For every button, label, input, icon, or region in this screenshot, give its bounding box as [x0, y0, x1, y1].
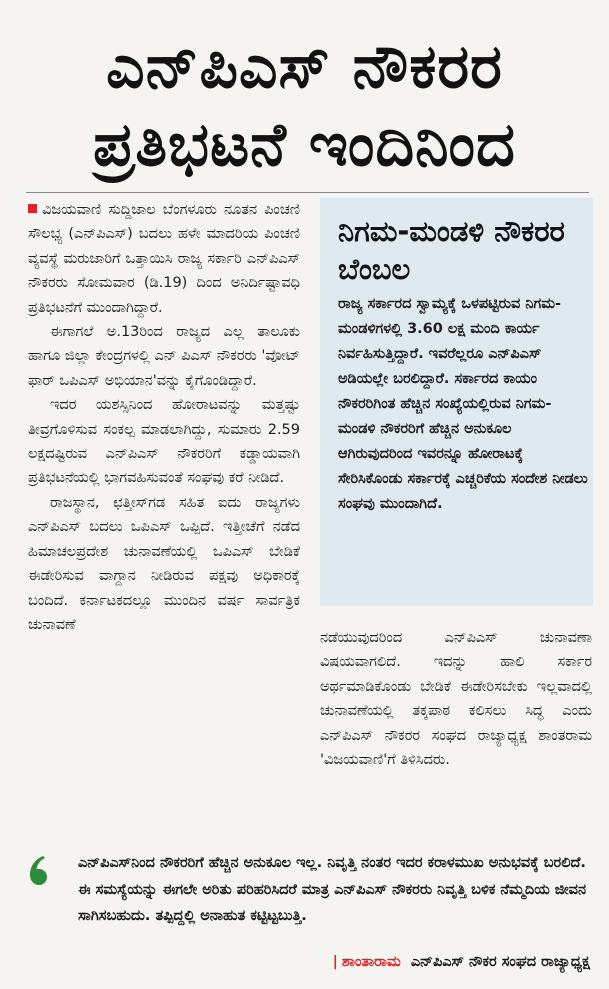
pull-quote — [26, 846, 596, 983]
article-paragraph: ಈಗಾಗಲೆ ಅ.13ರಿಂದ ರಾಜ್ಯದ ಎಲ್ಲ ತಾಲೂಕು ಹಾಗೂ ಜಿಲ್ಲಾ ಕೇಂದ್ರಗಳಲ್ಲಿ ಎನ್ ಪಿಎಸ್ ನೌಕರರು 'ವೋಟ್ ಫಾರ್ ಒಪಿಎಸ್ ಅಭಿಯಾನ'ವನ್ನು ಕೈಗೊಂಡಿದ್ದಾರೆ. — [28, 324, 300, 389]
square-marker-icon — [28, 204, 37, 213]
quote-attribution — [333, 954, 590, 970]
article-continuation: ನಡೆಯುವುದರಿಂದ ಎನ್‌ಪಿಎಸ್ ಚುನಾವಣಾ ವಿಷಯವಾಗಲಿದೆ. ಇದನ್ನು ಹಾಲಿ ಸರ್ಕಾರ ಅರ್ಥಮಾಡಿಕೊಂಡು ಬೇಡಿಕೆ ಈಡೇರಿಸಬೇಕು ಇಲ್ಲವಾದಲ್ಲಿ ಚುನಾವಣೆಯಲ್ಲಿ ತಕ್ಕಪಾಠ ಕಲಿಸಲು ಸಿದ್ಧ ಎಂದು ಎನ್‌ಪಿಎಸ್ ನೌಕರರ ಸಂಘದ ರಾಜ್ಯಾಧ್ಯಕ್ಷ ಶಾಂತರಾಮ 'ವಿಜಯವಾಣಿ'ಗೆ ತಿಳಿಸಿದರು. — [320, 630, 592, 769]
quote-speaker: ಶಾಂತಾರಾಮ — [341, 954, 401, 970]
headline-divider — [26, 192, 589, 193]
article-column-left — [28, 198, 300, 637]
article-paragraph: ನೂತನ ಪಿಂಚಣಿ ಸೌಲಭ್ಯ (ಎನ್‌ಪಿಎಸ್) ಬದಲು ಹಳೇ ಮಾದರಿಯ ಪಿಂಚಣಿ ವ್ಯವಸ್ಥೆ ಮರುಜಾರಿಗೆ ಒತ್ತಾಯಿಸಿ ರಾಜ್ಯ ಸರ್ಕಾರಿ ಎನ್‌ಪಿಎಸ್ ನೌಕರರು ಸೋಮವಾರ (ಡಿ.19) ದಿಂದ ಅನಿರ್ದಿಷ್ಟಾವಧಿ ಪ್ರತಿಭಟನೆಗೆ ಮುಂದಾಗಿದ್ದಾರೆ. — [28, 202, 300, 316]
headline-line-1: ಎನ್‌ಪಿಎಸ್ ನೌಕರರ — [106, 32, 503, 102]
attribution-bar-icon: | — [332, 954, 338, 970]
article-paragraph: ರಾಜಸ್ಥಾನ, ಛತ್ತೀಸ್‌ಗಡ ಸಹಿತ ಐದು ರಾಜ್ಯಗಳು ಎನ್‌ಪಿಎಸ್ ಬದಲು ಒಪಿಎಸ್ ಒಪ್ಪಿದೆ. ಇತ್ತೀಚೆಗೆ ನಡೆದ ಹಿಮಾಚಲಪ್ರದೇಶ ಚುನಾವಣೆಯಲ್ಲಿ ಒಪಿಎಸ್ ಬೇಡಿಕೆ ಈಡೇರಿಸುವ ವಾಗ್ದಾನ ನೀಡಿರುವ ಪಕ್ಷವು ಅಧಿಕಾರಕ್ಕೆ ಬಂದಿದೆ. ಕರ್ನಾಟಕದಲ್ಲೂ ಮುಂದಿನ ವರ್ಷ ಸಾರ್ವತ್ರಿಕ ಚುನಾವಣೆ — [28, 494, 300, 633]
dateline: ವಿಜಯವಾಣಿ ಸುದ್ದಿಜಾಲ ಬೆಂಗಳೂರು — [42, 202, 217, 218]
sidebar-body: ರಾಜ್ಯ ಸರ್ಕಾರದ ಸ್ವಾಮ್ಯಕ್ಕೆ ಒಳಪಟ್ಟಿರುವ ನಿಗಮ-ಮಂಡಳಿಗಳಲ್ಲಿ 3.60 ಲಕ್ಷ ಮಂದಿ ಕಾರ್ಯ ನಿರ್ವಹಿಸುತ್ತಿದ್ದಾರೆ. ಇವರೆಲ್ಲರೂ ಎನ್‌ಪಿಎಸ್ ಅಡಿಯಲ್ಲೇ ಬರಲಿದ್ದಾರೆ. ಸರ್ಕಾರದ ಕಾಯಂ ನೌಕರರಿಗಿಂತ ಹೆಚ್ಚಿನ ಸಂಖ್ಯೆಯಲ್ಲಿರುವ ನಿಗಮ-ಮಂಡಳಿ ನೌಕರರಿಗೆ ಹೆಚ್ಚಿನ ಅನುಕೂಲ ಆಗಿರುವುದರಿಂದ ಇವರನ್ನೂ ಹೋರಾಟಕ್ಕೆ ಸೇರಿಸಿಕೊಂಡು ಸರ್ಕಾರಕ್ಕೆ ಎಚ್ಚರಿಕೆಯ ಸಂದೇಶ ನೀಡಲು ಸಂಘವು ಮುಂದಾಗಿದೆ. — [338, 296, 588, 512]
quote-mark-icon — [26, 850, 66, 890]
headline-line-2: ಪ್ರತಿಭಟನೆ ಇಂದಿನಿಂದ — [93, 110, 516, 180]
quote-text: ಎನ್‌ಪಿಎಸ್‌ನಿಂದ ನೌಕರರಿಗೆ ಹೆಚ್ಚಿನ ಅನುಕೂಲ ಇಲ್ಲ. ನಿವೃತ್ತಿ ನಂತರ ಇದರ ಕರಾಳಮುಖ ಅನುಭವಕ್ಕೆ ಬರಲಿದೆ. ಈ ಸಮಸ್ಯೆಯನ್ನು ಈಗಲೇ ಅರಿತು ಪರಿಹರಿಸಿದರೆ ಮಾತ್ರ ಎನ್‌ಪಿಎಸ್ ನೌಕರರು ನಿವೃತ್ತಿ ಬಳಿಕ ನೆಮ್ಮದಿಯ ಜೀವನ ಸಾಗಿಸಬಹುದು. ತಪ್ಪಿದ್ದಲ್ಲಿ ಅನಾಹುತ ಕಟ್ಟಿಟ್ಟಬುತ್ತಿ. — [78, 855, 587, 924]
article-paragraph: ಇದರ ಯಶಸ್ಸಿನಿಂದ ಹೋರಾಟವನ್ನು ಮತ್ತಷ್ಟು ತೀವ್ರಗೊಳಿಸುವ ಸಂಕಲ್ಪ ಮಾಡಲಾಗಿದ್ದು, ಸುಮಾರು 2.59 ಲಕ್ಷದಷ್ಟಿರುವ ಎನ್‌ಪಿಎಸ್ ನೌಕರರಿಗೆ ಕಡ್ಡಾಯವಾಗಿ ಪ್ರತಿಭಟನೆಯಲ್ಲಿ ಭಾಗವಹಿಸುವಂತೆ ಸಂಘವು ಕರೆ ನೀಡಿದೆ. — [28, 397, 300, 487]
article-column-right — [320, 626, 592, 772]
article-lead — [28, 198, 300, 320]
headline — [14, 28, 595, 184]
sidebar-box — [320, 198, 593, 606]
quote-role: ಎನ್‌ಪಿಎಸ್ ನೌಕರ ಸಂಘದ ರಾಜ್ಯಾಧ್ಯಕ್ಷ — [410, 954, 590, 970]
sidebar-heading: ನಿಗಮ-ಮಂಡಳಿ ನೌಕರರ ಬೆಂಬಲ — [338, 214, 565, 286]
